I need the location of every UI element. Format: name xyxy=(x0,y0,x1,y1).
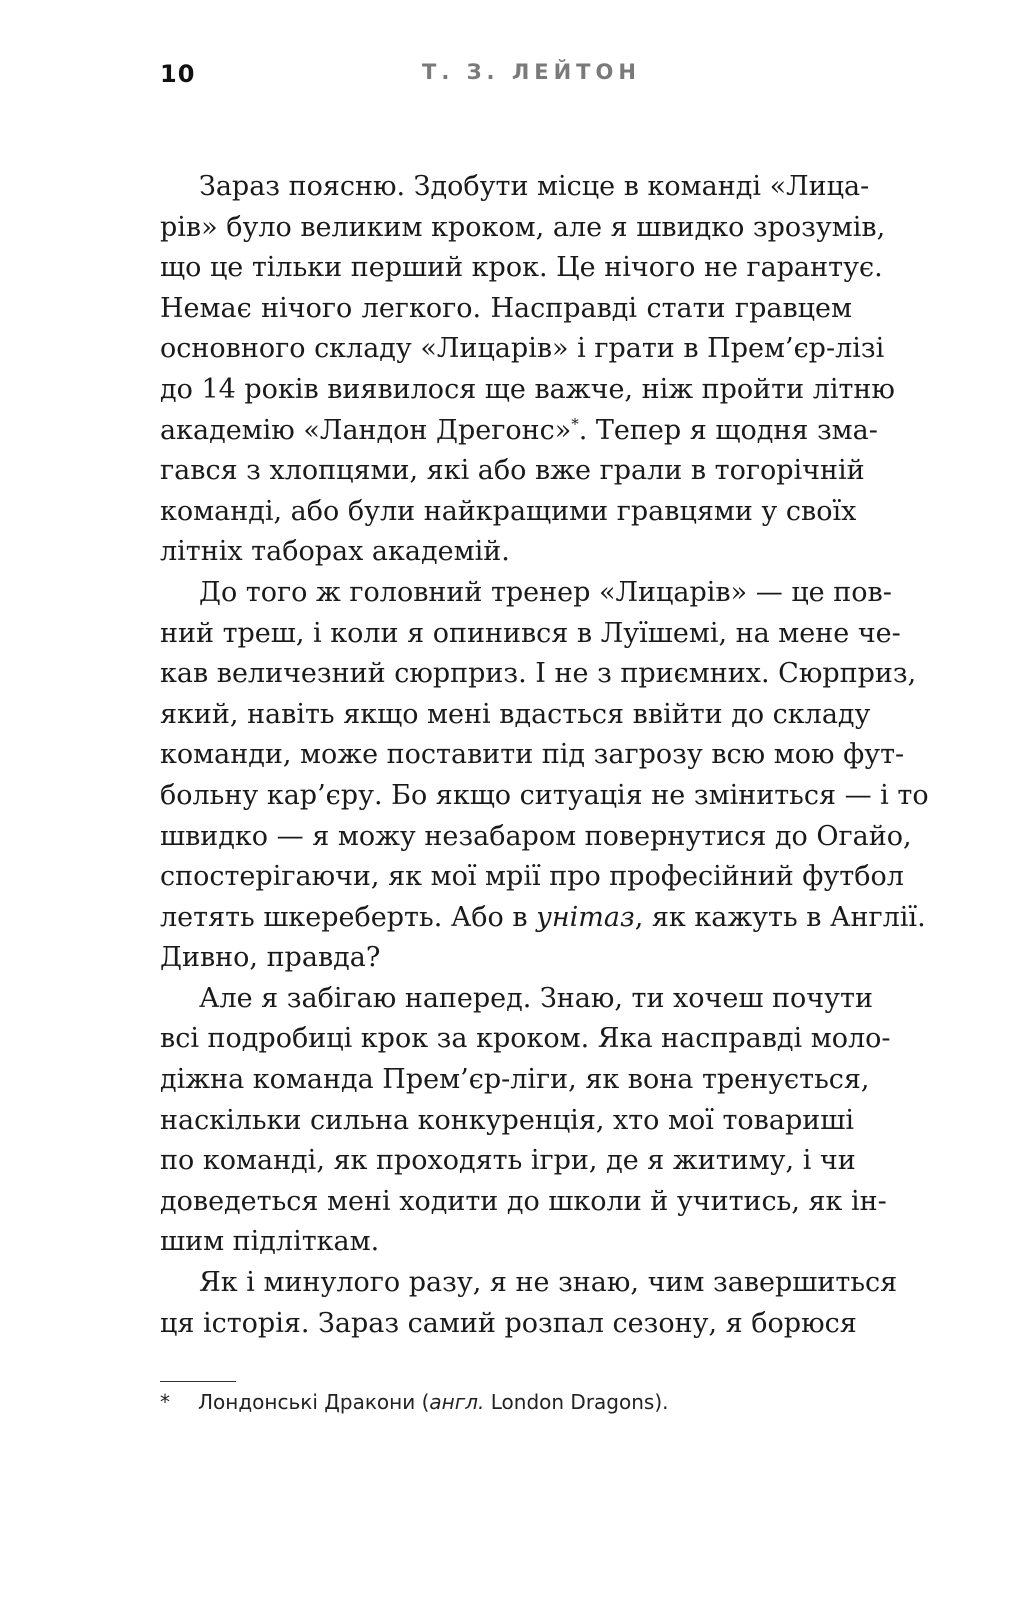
text-line: ця історія. Зараз самий розпал сезону, я борюся xyxy=(160,1307,857,1339)
text-line xyxy=(160,411,878,452)
running-head-author: Т. З. ЛЕЙТОН xyxy=(422,60,641,84)
footnote xyxy=(160,1386,860,1418)
text-segment: . Тепер я щодня зма- xyxy=(578,414,878,446)
text-line: всі подробиці крок за кроком. Яка насправді моло- xyxy=(160,1023,891,1055)
text-line: Як і минулого разу, я не знаю, чим завершиться xyxy=(199,1267,898,1299)
text-line: гався з хлопцями, які або вже грали в тогорічній xyxy=(160,455,865,487)
text-line: шим підліткам. xyxy=(160,1226,380,1258)
text-line: команди, може поставити під загрозу всю мою фут- xyxy=(160,739,905,771)
italic-word: унітаз xyxy=(536,901,635,933)
page-header xyxy=(160,60,860,96)
text-line: основного складу «Лицарів» і грати в Прем’єр-лізі xyxy=(160,333,885,365)
footnote-divider xyxy=(160,1381,236,1382)
text-line: До того ж головний тренер «Лицарів» — це пов- xyxy=(199,576,892,608)
footnote-text-after: London Dragons). xyxy=(484,1390,669,1414)
text-line: доведеться мені ходити до школи й учитись, як ін- xyxy=(160,1185,887,1217)
text-line: кав величезний сюрприз. І не з приємних. Сюрприз, xyxy=(160,658,917,690)
footnote-italic: англ. xyxy=(429,1390,485,1414)
text-line xyxy=(160,898,926,939)
page-number: 10 xyxy=(160,60,196,88)
text-line: ний треш, і коли я опинився в Луїшемі, на мене че- xyxy=(160,617,901,649)
text-line: що це тільки перший крок. Це нічого не гарантує. xyxy=(160,252,883,284)
text-line: Дивно, правда? xyxy=(160,942,381,974)
text-line: Немає нічого легкого. Насправді стати гравцем xyxy=(160,292,852,324)
text-line: по команді, як проходять ігри, де я житиму, і чи xyxy=(160,1145,856,1177)
text-segment: летять шкереберть. Або в xyxy=(160,901,537,933)
text-segment: академію «Ландон Дрегонс» xyxy=(160,414,572,446)
text-line: рів» було великим кроком, але я швидко зрозумів, xyxy=(160,211,886,243)
footnote-marker: * xyxy=(160,1390,170,1414)
text-line: Але я забігаю наперед. Знаю, ти хочеш почути xyxy=(199,982,873,1014)
body-text xyxy=(160,167,929,1344)
footnote-reference: * xyxy=(571,414,579,433)
text-line: наскільки сильна конкуренція, хто мої товариші xyxy=(160,1104,854,1136)
text-line: який, навіть якщо мені вдасться ввійти до складу xyxy=(160,698,871,730)
text-line: больну кар’єру. Бо якщо ситуація не зміниться — і то xyxy=(160,779,929,811)
text-line: команді, або були найкращими гравцями у своїх xyxy=(160,495,857,527)
footnote-text-before: Лондонські Дракони ( xyxy=(198,1390,430,1414)
text-line: Зараз поясню. Здобути місце в команді «Лица- xyxy=(199,171,870,202)
text-line: літніх таборах академій. xyxy=(160,536,510,568)
text-segment: , як кажуть в Англії. xyxy=(634,901,926,933)
text-line: діжна команда Прем’єр-ліги, як вона тренується, xyxy=(160,1064,870,1096)
text-line: швидко — я можу незабаром повернутися до Огайо, xyxy=(160,820,912,852)
text-line: спостерігаючи, як мої мрії про професійний футбол xyxy=(160,861,904,893)
text-line: до 14 років виявилося ще важче, ніж пройти літню xyxy=(160,373,895,405)
